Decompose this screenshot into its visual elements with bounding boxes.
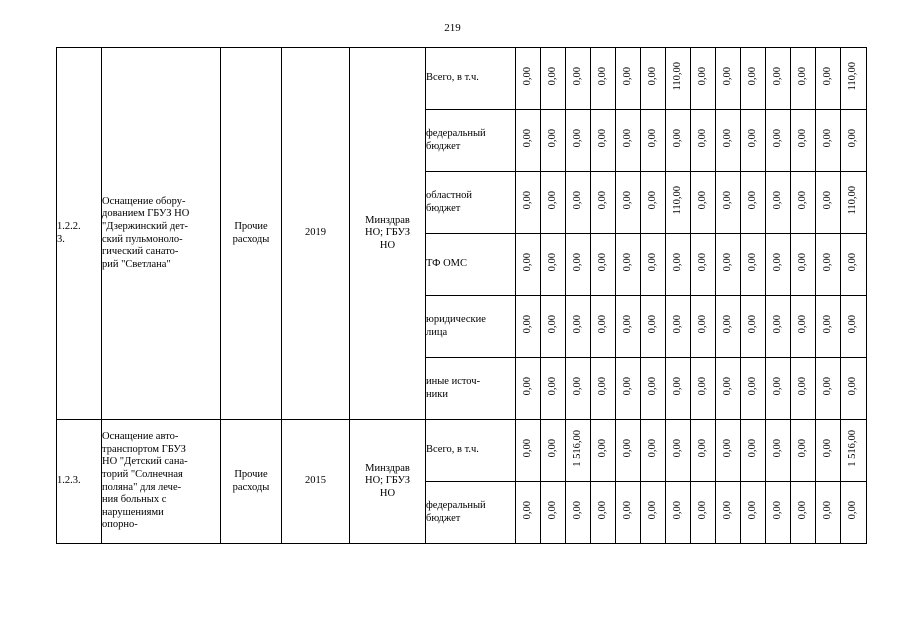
value-text: 0,00 [746, 315, 758, 334]
value-cell [791, 110, 816, 172]
value-text: 0,00 [847, 501, 859, 520]
funding-source: иные источ- ники [426, 358, 516, 420]
value-cell [591, 358, 616, 420]
value-text: 0,00 [796, 191, 808, 210]
value-text: 0,00 [596, 315, 608, 334]
value-text: 0,00 [821, 253, 833, 272]
value-text: 0,00 [721, 439, 733, 458]
item-name: Оснащение обору- дованием ГБУЗ НО "Дзержинский дет- ский пульмоноло- гический санато- рий "Светлана" [102, 48, 221, 420]
page-number: 219 [444, 22, 461, 34]
value-text: 0,00 [696, 501, 708, 520]
value-cell [591, 482, 616, 544]
value-cell [566, 48, 591, 110]
value-text: 0,00 [596, 253, 608, 272]
value-cell [791, 482, 816, 544]
value-cell [666, 110, 691, 172]
value-text: 0,00 [796, 315, 808, 334]
value-cell [716, 482, 741, 544]
value-text: 0,00 [771, 129, 783, 148]
value-text: 0,00 [521, 377, 533, 396]
value-text: 0,00 [847, 377, 859, 396]
value-cell [816, 48, 841, 110]
value-cell [641, 358, 666, 420]
value-cell [641, 110, 666, 172]
value-text: 0,00 [696, 377, 708, 396]
value-text: 110,00 [671, 185, 683, 215]
table-row [57, 48, 867, 110]
value-text: 0,00 [771, 501, 783, 520]
value-text: 0,00 [621, 377, 633, 396]
item-name: Оснащение авто- транспортом ГБУЗ НО "Детский сана- торий "Солнечная поляна" для лече- ния больных с нарушениями опорно- [102, 420, 221, 544]
value-text: 0,00 [821, 377, 833, 396]
value-text: 0,00 [821, 129, 833, 148]
executor: Минздрав НО; ГБУЗ НО [350, 48, 426, 420]
value-cell [816, 172, 841, 234]
value-cell [616, 296, 641, 358]
value-cell [566, 482, 591, 544]
value-text: 0,00 [671, 439, 683, 458]
value-text: 0,00 [821, 439, 833, 458]
item-year: 2019 [282, 48, 350, 420]
value-text: 0,00 [571, 253, 583, 272]
value-text: 0,00 [796, 67, 808, 86]
funding-source: ТФ ОМС [426, 234, 516, 296]
value-cell [591, 110, 616, 172]
value-text: 0,00 [646, 377, 658, 396]
value-cell [741, 420, 766, 482]
value-cell [816, 358, 841, 420]
value-cell [816, 296, 841, 358]
value-text: 0,00 [721, 129, 733, 148]
value-cell [541, 420, 566, 482]
value-cell [716, 420, 741, 482]
value-cell [516, 110, 541, 172]
value-text: 0,00 [546, 191, 558, 210]
value-cell [691, 110, 716, 172]
value-text: 0,00 [596, 191, 608, 210]
value-text: 0,00 [796, 501, 808, 520]
value-text: 0,00 [821, 191, 833, 210]
value-text: 0,00 [746, 253, 758, 272]
value-text: 0,00 [746, 129, 758, 148]
value-cell [691, 172, 716, 234]
value-text: 0,00 [521, 315, 533, 334]
value-text: 0,00 [821, 501, 833, 520]
value-cell [591, 234, 616, 296]
value-cell [616, 234, 641, 296]
value-text: 0,00 [521, 253, 533, 272]
item-number: 1.2.2. 3. [57, 48, 102, 420]
value-cell [516, 296, 541, 358]
value-cell [766, 358, 791, 420]
value-cell [716, 110, 741, 172]
value-text: 0,00 [596, 501, 608, 520]
value-text: 0,00 [771, 377, 783, 396]
value-cell [841, 48, 867, 110]
value-cell [691, 48, 716, 110]
value-cell [816, 482, 841, 544]
funding-source: Всего, в т.ч. [426, 420, 516, 482]
value-cell [616, 48, 641, 110]
value-cell [666, 482, 691, 544]
value-text: 0,00 [621, 67, 633, 86]
value-text: 0,00 [796, 129, 808, 148]
value-text: 0,00 [546, 439, 558, 458]
value-cell [741, 234, 766, 296]
value-cell [716, 296, 741, 358]
value-text: 0,00 [721, 67, 733, 86]
value-text: 0,00 [847, 315, 859, 334]
value-cell [791, 296, 816, 358]
value-text: 0,00 [746, 377, 758, 396]
value-text: 0,00 [721, 501, 733, 520]
value-cell [716, 172, 741, 234]
value-cell [791, 358, 816, 420]
value-cell [791, 234, 816, 296]
value-cell [616, 110, 641, 172]
value-text: 0,00 [696, 253, 708, 272]
value-text: 0,00 [771, 439, 783, 458]
budget-table [56, 47, 867, 544]
value-cell [541, 234, 566, 296]
value-cell [541, 48, 566, 110]
value-text: 0,00 [821, 67, 833, 86]
value-cell [716, 48, 741, 110]
value-cell [741, 110, 766, 172]
funding-source: Всего, в т.ч. [426, 48, 516, 110]
value-cell [841, 296, 867, 358]
value-text: 110,00 [671, 61, 683, 91]
value-text: 0,00 [696, 191, 708, 210]
value-cell [766, 420, 791, 482]
value-text: 0,00 [746, 67, 758, 86]
value-cell [691, 296, 716, 358]
value-text: 0,00 [671, 253, 683, 272]
value-text: 0,00 [596, 439, 608, 458]
value-text: 0,00 [521, 129, 533, 148]
value-text: 0,00 [546, 253, 558, 272]
value-text: 0,00 [521, 191, 533, 210]
value-cell [741, 296, 766, 358]
executor: Минздрав НО; ГБУЗ НО [350, 420, 426, 544]
value-text: 0,00 [621, 439, 633, 458]
value-text: 0,00 [746, 191, 758, 210]
value-cell [666, 296, 691, 358]
value-cell [766, 234, 791, 296]
value-text: 0,00 [596, 129, 608, 148]
value-text: 110,00 [847, 185, 859, 215]
value-text: 0,00 [671, 501, 683, 520]
value-text: 0,00 [621, 253, 633, 272]
value-text: 0,00 [796, 253, 808, 272]
value-text: 0,00 [546, 377, 558, 396]
value-cell [641, 48, 666, 110]
value-text: 0,00 [646, 439, 658, 458]
value-text: 0,00 [847, 253, 859, 272]
value-cell [591, 296, 616, 358]
value-cell [516, 172, 541, 234]
value-text: 0,00 [671, 129, 683, 148]
value-text: 0,00 [721, 253, 733, 272]
funding-source: юридические лица [426, 296, 516, 358]
funding-source: областной бюджет [426, 172, 516, 234]
expense-type: Прочие расходы [221, 420, 282, 544]
value-cell [566, 234, 591, 296]
value-text: 0,00 [646, 191, 658, 210]
value-text: 0,00 [596, 377, 608, 396]
value-cell [741, 358, 766, 420]
value-cell [691, 482, 716, 544]
value-cell [766, 110, 791, 172]
value-cell [541, 358, 566, 420]
value-cell [516, 358, 541, 420]
value-cell [791, 420, 816, 482]
value-text: 0,00 [621, 501, 633, 520]
value-cell [541, 110, 566, 172]
value-cell [591, 48, 616, 110]
value-text: 0,00 [521, 67, 533, 86]
value-cell [641, 296, 666, 358]
value-cell [666, 420, 691, 482]
value-cell [666, 48, 691, 110]
table-row [57, 420, 867, 482]
value-text: 0,00 [546, 501, 558, 520]
value-text: 1 516,00 [847, 429, 859, 467]
value-cell [516, 482, 541, 544]
value-text: 0,00 [847, 129, 859, 148]
value-text: 0,00 [796, 377, 808, 396]
value-text: 0,00 [621, 315, 633, 334]
value-cell [716, 234, 741, 296]
value-text: 0,00 [771, 67, 783, 86]
value-cell [841, 110, 867, 172]
value-text: 0,00 [796, 439, 808, 458]
value-cell [766, 172, 791, 234]
value-cell [741, 482, 766, 544]
value-cell [541, 482, 566, 544]
value-cell [566, 110, 591, 172]
value-cell [591, 420, 616, 482]
value-text: 0,00 [571, 315, 583, 334]
value-text: 0,00 [621, 129, 633, 148]
value-text: 0,00 [746, 439, 758, 458]
value-cell [766, 482, 791, 544]
value-text: 0,00 [821, 315, 833, 334]
value-text: 0,00 [696, 439, 708, 458]
item-year: 2015 [282, 420, 350, 544]
value-cell [641, 420, 666, 482]
value-cell [841, 358, 867, 420]
value-cell [791, 172, 816, 234]
item-number: 1.2.3. [57, 420, 102, 544]
value-text: 0,00 [646, 129, 658, 148]
value-text: 0,00 [546, 315, 558, 334]
value-cell [616, 420, 641, 482]
value-text: 0,00 [671, 377, 683, 396]
value-text: 0,00 [571, 377, 583, 396]
value-text: 0,00 [546, 129, 558, 148]
funding-source: федеральный бюджет [426, 110, 516, 172]
value-cell [591, 172, 616, 234]
value-cell [516, 420, 541, 482]
value-text: 0,00 [571, 67, 583, 86]
value-text: 0,00 [696, 67, 708, 86]
value-cell [641, 234, 666, 296]
value-text: 0,00 [646, 67, 658, 86]
value-cell [666, 172, 691, 234]
value-text: 0,00 [646, 253, 658, 272]
value-text: 0,00 [646, 315, 658, 334]
value-cell [566, 172, 591, 234]
value-text: 0,00 [521, 501, 533, 520]
value-cell [541, 172, 566, 234]
expense-type: Прочие расходы [221, 48, 282, 420]
value-text: 0,00 [771, 315, 783, 334]
value-cell [616, 172, 641, 234]
value-text: 0,00 [571, 191, 583, 210]
value-text: 0,00 [571, 501, 583, 520]
value-cell [841, 234, 867, 296]
value-cell [691, 358, 716, 420]
value-cell [741, 48, 766, 110]
value-text: 0,00 [521, 439, 533, 458]
value-cell [566, 358, 591, 420]
value-text: 1 516,00 [571, 429, 583, 467]
value-text: 0,00 [571, 129, 583, 148]
value-text: 0,00 [546, 67, 558, 86]
value-cell [691, 420, 716, 482]
value-text: 0,00 [696, 129, 708, 148]
value-cell [716, 358, 741, 420]
value-cell [841, 420, 867, 482]
value-text: 0,00 [721, 377, 733, 396]
value-cell [691, 234, 716, 296]
value-text: 0,00 [721, 315, 733, 334]
value-cell [616, 482, 641, 544]
value-text: 0,00 [621, 191, 633, 210]
value-text: 0,00 [646, 501, 658, 520]
value-cell [666, 234, 691, 296]
value-cell [541, 296, 566, 358]
funding-source: федеральный бюджет [426, 482, 516, 544]
value-cell [816, 234, 841, 296]
value-text: 0,00 [721, 191, 733, 210]
value-cell [766, 296, 791, 358]
value-text: 0,00 [771, 253, 783, 272]
value-cell [666, 358, 691, 420]
value-cell [841, 172, 867, 234]
value-cell [766, 48, 791, 110]
value-text: 0,00 [771, 191, 783, 210]
value-cell [816, 110, 841, 172]
value-cell [741, 172, 766, 234]
value-cell [791, 48, 816, 110]
value-cell [641, 482, 666, 544]
value-text: 0,00 [671, 315, 683, 334]
value-cell [616, 358, 641, 420]
value-text: 0,00 [696, 315, 708, 334]
value-cell [641, 172, 666, 234]
value-text: 110,00 [847, 61, 859, 91]
value-cell [516, 48, 541, 110]
value-text: 0,00 [596, 67, 608, 86]
value-cell [816, 420, 841, 482]
value-cell [566, 296, 591, 358]
value-text: 0,00 [746, 501, 758, 520]
value-cell [516, 234, 541, 296]
value-cell [841, 482, 867, 544]
value-cell [566, 420, 591, 482]
